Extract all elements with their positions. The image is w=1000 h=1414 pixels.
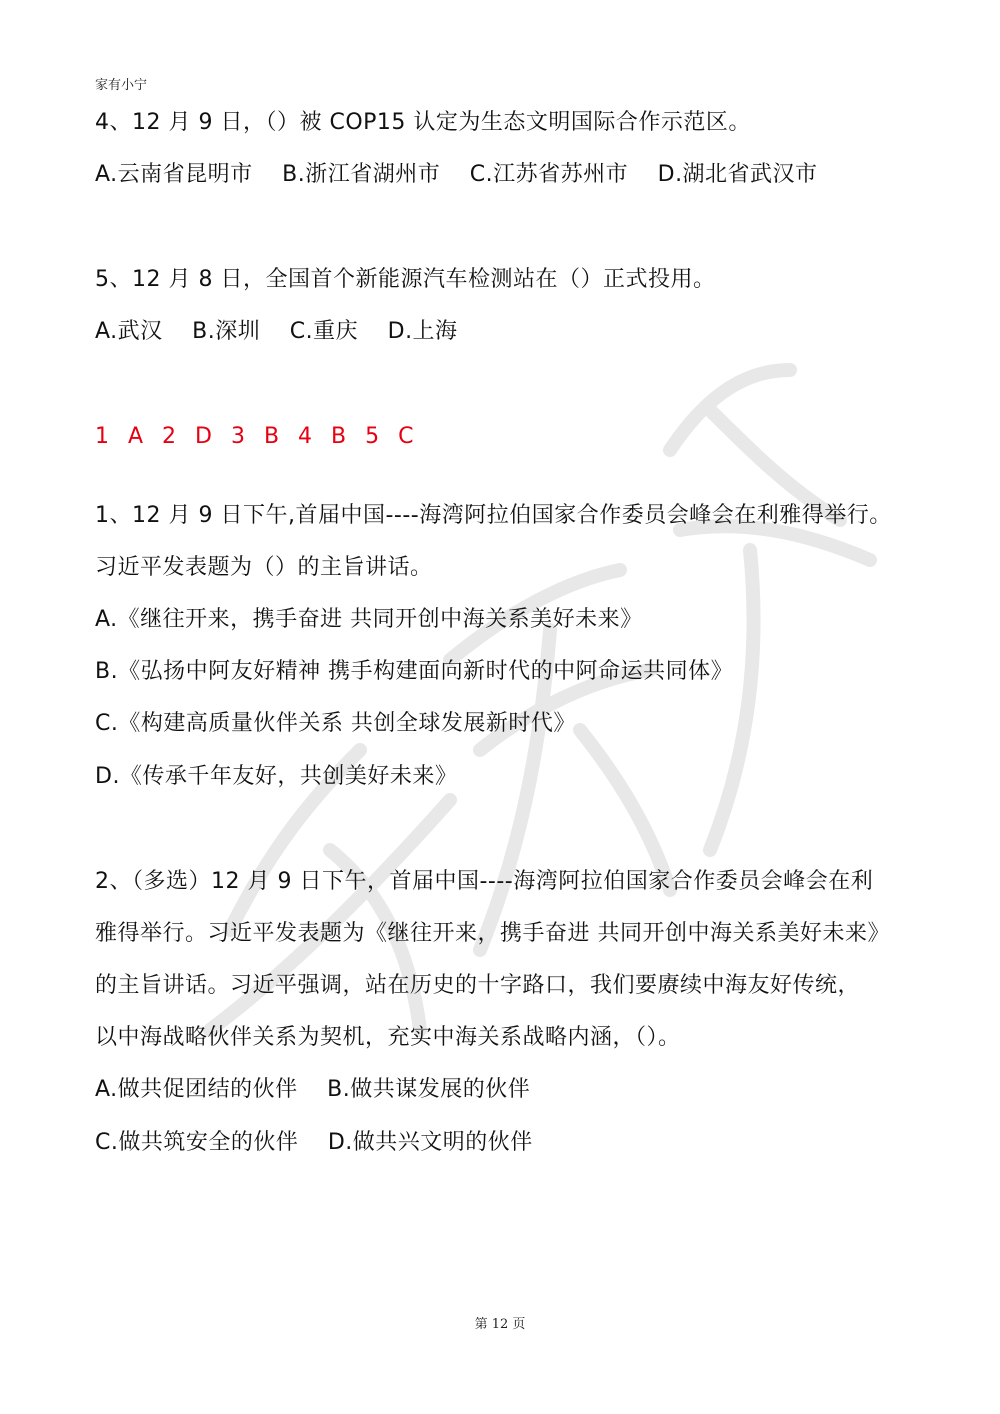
question-2-options-row1 [95, 1075, 530, 1105]
question-2-option-b: B.做共谋发展的伙伴 [327, 1077, 531, 1102]
question-5-option-c: C.重庆 [289, 319, 359, 344]
question-2-option-d: D.做共兴文明的伙伴 [327, 1130, 533, 1155]
question-2-text-line2: 雅得举行。习近平发表题为《继往开来，携手奋进 共同开创中海关系美好未来》 [95, 921, 890, 946]
answer-key: 1 A 2 D 3 B 4 B 5 C [95, 424, 420, 449]
question-4-text: 4、12 月 9 日，（）被 COP15 认定为生态文明国际合作示范区。 [95, 110, 751, 135]
question-2-text-line3: 的主旨讲话。习近平强调，站在历史的十字路口，我们要赓续中海友好传统， [95, 973, 861, 998]
question-1-option-b: B.《弘扬中阿友好精神 携手构建面向新时代的中阿命运共同体》 [95, 659, 734, 684]
question-5-option-b: B.深圳 [192, 319, 261, 344]
question-4-options [95, 160, 818, 190]
question-4-option-d: D.湖北省武汉市 [657, 162, 818, 187]
question-5-text: 5、12 月 8 日，全国首个新能源汽车检测站在（）正式投用。 [95, 267, 716, 292]
question-1-option-d: D.《传承千年友好，共创美好未来》 [95, 764, 458, 789]
question-5-option-a: A.武汉 [95, 319, 163, 344]
question-4-option-b: B.浙江省湖州市 [282, 162, 441, 187]
question-1-option-a: A.《继往开来，携手奋进 共同开创中海关系美好未来》 [95, 607, 643, 632]
page-number: 第 12 页 [474, 1317, 526, 1332]
page-header: 家有小宁 [95, 78, 148, 93]
question-2-options-row2 [95, 1128, 533, 1158]
question-2-text-line4: 以中海战略伙伴关系为契机，充实中海关系战略内涵，（）。 [95, 1025, 681, 1050]
question-1-option-c: C.《构建高质量伙伴关系 共创全球发展新时代》 [95, 711, 576, 736]
question-4-option-a: A.云南省昆明市 [95, 162, 253, 187]
question-4-option-c: C.江苏省苏州市 [469, 162, 629, 187]
question-5-option-d: D.上海 [387, 319, 458, 344]
question-1-text-line2: 习近平发表题为（）的主旨讲话。 [95, 555, 433, 580]
question-2-option-c: C.做共筑安全的伙伴 [95, 1130, 299, 1155]
question-1-text-line1: 1、12 月 9 日下午,首届中国----海湾阿拉伯国家合作委员会峰会在利雅得举行。 [95, 503, 892, 528]
question-5-options [95, 317, 458, 347]
question-2-text-line1: 2、（多选）12 月 9 日下午，首届中国----海湾阿拉伯国家合作委员会峰会在利 [95, 869, 874, 894]
question-2-option-a: A.做共促团结的伙伴 [95, 1077, 298, 1102]
